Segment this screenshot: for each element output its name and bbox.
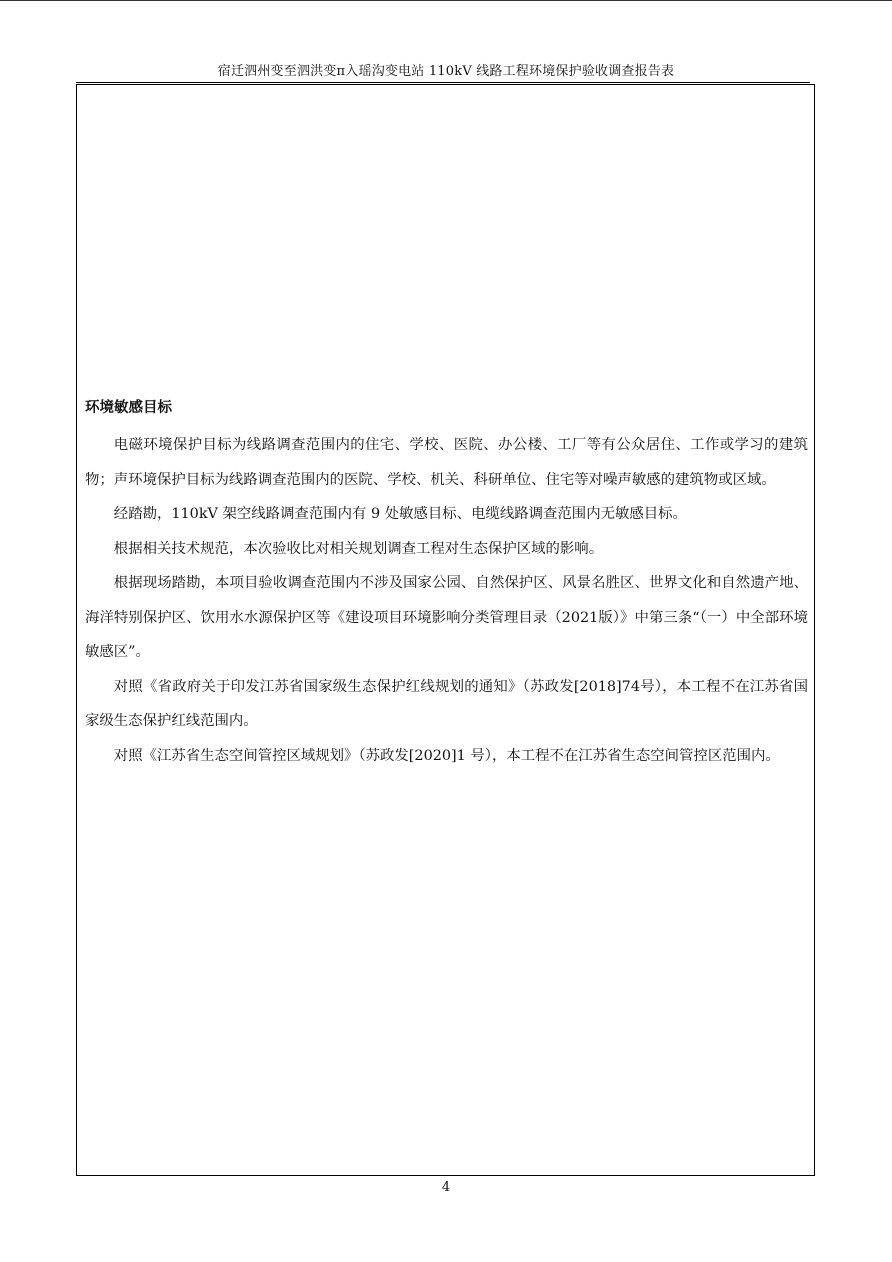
report-header-title: 宿迁泗州变至泗洪变π入瑶沟变电站 110kV 线路工程环境保护验收调查报告表	[217, 64, 675, 79]
header-rule	[76, 82, 810, 83]
paragraph-protection-targets: 电磁环境保护目标为线路调查范围内的住宅、学校、医院、办公楼、工厂等有公众居住、工作或学习的建筑物；声环境保护目标为线路调查范围内的医院、学校、机关、科研单位、住宅等对噪声敏感的建筑物或区域。	[85, 437, 808, 488]
page-top-edge	[0, 0, 892, 1]
page-number: 4	[441, 1180, 451, 1195]
section-title: 环境敏感目标	[85, 400, 172, 416]
paragraph-survey-result: 经踏勘，110kV 架空线路调查范围内有 9 处敏感目标、电缆线路调查范围内无敏感目标。	[113, 506, 687, 522]
paragraph-sensitive-areas: 根据现场踏勘，本项目验收调查范围内不涉及国家公园、自然保护区、风景名胜区、世界文化和自然遗产地、海洋特别保护区、饮用水水源保护区等《建设项目环境影响分类管理目录（2021版）》中第三条“（一）中全部环境敏感区”。	[85, 575, 808, 660]
paragraph-technical-spec: 根据相关技术规范，本次验收比对相关规划调查工程对生态保护区域的影响。	[113, 540, 604, 557]
section-content	[85, 397, 808, 773]
paragraph-redline-plan: 对照《省政府关于印发江苏省国家级生态保护红线规划的通知》（苏政发[2018]74号），本工程不在江苏省国家级生态保护红线范围内。	[85, 678, 808, 729]
paragraph-ecological-space: 对照《江苏省生态空间管控区域规划》（苏政发[2020]1 号），本工程不在江苏省生态空间管控区范围内。	[113, 747, 780, 764]
